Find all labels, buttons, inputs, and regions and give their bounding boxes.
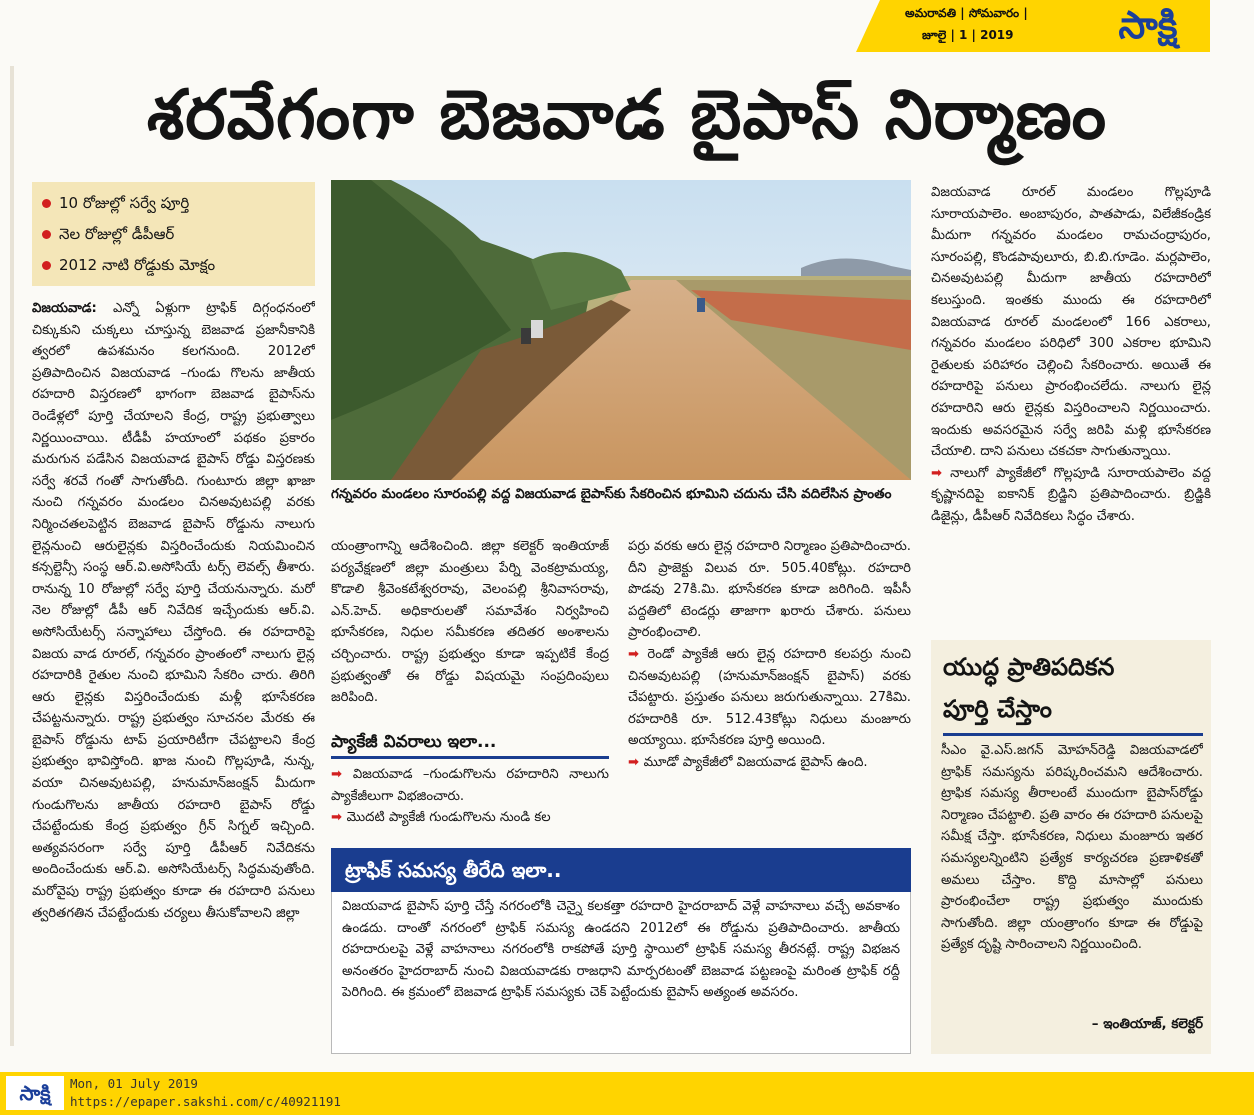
article-body-4b (931, 463, 1211, 528)
traffic-box (331, 892, 911, 1054)
highlight-text: నెల రోజుల్లో డీపీఆర్ (59, 225, 175, 243)
headline: శరవేగంగా బెజవాడ బైపాస్ నిర్మాణం (146, 76, 1108, 155)
footer-date: Mon, 01 July 2019 (70, 1076, 198, 1091)
article-body-3b (628, 644, 911, 752)
arrow-icon: ➡ (628, 754, 644, 770)
quote-heading-line-2: పూర్తి చేస్తాం (943, 695, 1052, 723)
sakshi-logo[interactable]: సాక్షి (1118, 2, 1178, 47)
photo-caption: గన్నవరం మండలం సూరంపల్లి వద్ద విజయవాడ బైపాస్‌కు సేకరించిన భూమిని చదును చేసి వదిలేసిన ప్రాంతం (331, 486, 892, 502)
quote-signature: – ఇంతియాజ్, కలెక్టర్ (1091, 1016, 1203, 1032)
arrow-icon: ➡ (628, 646, 648, 662)
quote-heading-line-1: యుద్ధ ప్రాతిపదికన (943, 653, 1115, 681)
article-body-3a: పర్రు వరకు ఆరు లైన్ల రహదారి నిర్మాణం ప్రతిపాదించారు. దీని ప్రాజెక్టు విలువ రూ. 505.40కోట్లు. రహదారి పొడవు 27కి.మి. భూసేకరణ కూడా జరిగింది. ఇపీసీ పద్దతిలో టెండర్లు తాజాగా ఖరారు చేశారు. పనులు ప్రారంభించాలి. (628, 539, 911, 641)
quote-text: సీఎం వై.ఎస్.జగన్ మోహన్‌రెడ్డి విజయవాడలో ట్రాఫిక్ సమస్యను పరిష్కరించమని ఆదేశించారు. ట్రాఫిక సమస్య తీరాలంటే ముందుగా బైపాస్‌రోడ్డు నిర్మాణం చేపట్టాలి. ప్రతి వారం ఈ రహదారి పనులపై సమీక్ష చేస్తా. భూసేకరణ, నిధులు మంజూరు ఇతర సమస్యలన్నింటిని ప్రత్యేక కార్యచరణ ప్రణాళికతో అమలు చేస్తాం. కొద్ది మాసాల్లో పనులు ప్రారంభించేలా రాష్ట్ర ప్రభుత్వం ముందుకు సాగుతోంది. జిల్లా యంత్రాంగం కూడా ఈ రోడ్డుపై ప్రత్యేక దృష్టి సారించాలని నిర్ణయించింది. (941, 743, 1203, 953)
road-photo-illustration (331, 180, 911, 480)
article-column-1 (32, 298, 315, 1058)
package-4-text: నాలుగో ప్యాకేజీలో గొల్లపూడి సూరాయపాలెం వద్ద కృష్ణానదిపై ఐకానిక్ బ్రిడ్జిని ప్రతిపాదించారు. బ్రిడ్జికి డిజైన్లు, డీపీఆర్ నివేదికలు సిద్ధం చేశారు. (931, 465, 1211, 524)
footer-url[interactable]: https://epaper.sakshi.com/c/40921191 (70, 1094, 341, 1109)
footer-bar (0, 1072, 1254, 1115)
package-heading: ప్యాకేజీ వివరాలు ఇలా... (331, 725, 609, 759)
article-column-2 (331, 536, 609, 716)
masthead (0, 0, 1254, 52)
article-body-1: ఎన్నో ఏళ్లుగా ట్రాఫిక్ దిగ్గంధనంలో చిక్కుకుని చుక్కలు చూస్తున్న బెజవాడ ప్రజానీకానికి త్వరలో ఉపశమనం కలగనుంది. 2012లో ప్రతిపాదించిన విజయవాడ –గుండు గొలను జాతీయ రహదారి విస్తరణలో భాగంగా బెజవాడ బైపాస్‌ను రెండేళ్లలో పూర్తి చేయాలని కేంద్ర, రాష్ట్ర ప్రభుత్వాలు నిర్ణయించాయి. టీడీపీ హయాంలో పథకం ప్రకారం మరుగున పడేసిన విజయవాడ బైపాస్ రోడ్డు విస్తరణకు సర్వే శరవే గంతో సాగుతోంది. గుంటూరు జిల్లా ఖాజా నుంచి గన్నవరం మండలం చినఅవుటపల్లి వరకు నిర్మించతలపెట్టిన బెజవాడ బైపాస్ రోడ్డును నాలుగు లైన్లనుంచి ఆరులైన్లకు విస్తరించేందుకు నియమించిన కన్సల్టెన్సీ సంస్థ ఆర్.వి.అసోసియే టర్స్ లెవల్స్ తీశారు. రానున్న 10 రోజుల్లో సర్వే పూర్తి చేయనున్నారు. మరో నెల రోజుల్లో డీపీ ఆర్ నివేదిక ఇచ్చేందుకు ఆర్.వి. అసోసియేటర్స్ సన్నాహాలు చేస్తోంది. ఈ రహదారిపై విజయ వాడ రూరల్, గన్నవరం ప్రాంతంలో నాలుగు లైన్ల రహదారికి రైతుల నుంచి భూమిని సేకరిం చారు. తిరిగి ఆరు లైన్లకు విస్తరించేందుకు మళ్లీ భూసేకరణ చేపట్టనున్నారు. రాష్ట్ర ప్రభుత్వం సూచనల మేరకు ఈ బైపాస్ రోడ్డును టాప్ ప్రయారిటీగా చేపట్టాలని కేంద్ర ప్రభుత్వం భావిస్తోంది. ఖాజ నుంచి గొల్లపూడి, నున్న, వయా చినఅవుటపల్లి, హనుమాన్‌జంక్షన్ మీదుగా గుండుగొలను జాతీయ రహదారి బైపాస్ రోడ్డు చేపట్టేందుకు కేంద్ర ప్రభుత్వం గ్రీన్ సిగ్నల్ ఇచ్చింది. అత్యవసరంగా సర్వే పూర్తి డీపీఆర్ నివేదికను అందించేందుకు ఆర్.వి. అసోసియేటర్స్ సిద్ధమవుతోంది. మరోవైపు రాష్ట్ర ప్రభుత్వం కూడా ఈ రహదారి పనులు త్వరితగతిన చేపట్టేందుకు చర్యలు తీసుకోవాలని జిల్లా (32, 301, 315, 921)
package-item (331, 764, 609, 807)
package-2-text: రెండో ప్యాకేజీ ఆరు లైన్ల రహదారి కలపర్రు నుంచి చినఅవుటపల్లి (హనుమాన్‌జంక్షన్ బైపాస్) వరకు చేపట్టారు. ప్రస్తుతం పనులు జరుగుతున్నాయి. 27కిమి. రహదారికి రూ. 512.43కోట్లు నిధులు మంజూరు అయ్యాయి. భూసేకరణ పూర్తి అయింది. (628, 646, 911, 749)
package-3-text: మూడో ప్యాకేజీలో విజయవాడ బైపాస్ ఉంది. (643, 754, 868, 770)
bullet-icon (42, 230, 51, 239)
highlight-item (42, 219, 305, 250)
dateline-lead: విజయవాడ: (32, 301, 97, 316)
highlights-box (32, 182, 315, 286)
news-photo (331, 180, 911, 480)
traffic-heading: ట్రాఫిక్ సమస్య తీరేది ఇలా.. (331, 848, 911, 892)
bullet-icon (42, 199, 51, 208)
bullet-icon (42, 261, 51, 270)
dateline-date: జూలై | 1 | 2019 (922, 28, 1014, 42)
arrow-icon: ➡ (931, 465, 951, 481)
article-column-4 (931, 182, 1211, 622)
traffic-text: విజయవాడ బైపాస్ పూర్తి చేస్తే నగరంలోకి చెన్నై కలకత్తా రహదారి హైదరాబాద్ వెళ్లే వాహనాలు వచ్చే అవకాశం ఉండదు. దాంతో నగరంలో ట్రాఫిక్ సమస్య ఉండదని 2012లో ఈ రోడ్డును ప్రతిపాదించారు. జాతీయ రహదారులపై వెళ్లే వాహనాలు నగరంలోకి రాకపోతే పూర్తి స్థాయిలో ట్రాఫిక్ సమస్య తీరనట్లే. రాష్ట్ర విభజన అనంతరం హైదరాబాద్ నుంచి విజయవాడకు రాజధాని మార్పరటంతో బెజవాడ పట్టణంపై మరింత ట్రాఫిక్ రద్దీ పెరిగింది. ఈ క్రమంలో బెజవాడ ట్రాఫిక్ సమస్యకు చెక్ పెట్టేందుకు బైపాస్ అత్యంత అవసరం. (342, 899, 900, 1001)
package-item (331, 807, 609, 829)
article-body-2: యంత్రాంగాన్ని ఆదేశించింది. జిల్లా కలెక్టర్ ఇంతియాజ్ పర్యవేక్షణలో జిల్లా మంత్రులు పేర్ని వెంకట్రామయ్య, కొడాలి శ్రీవెంకటేశ్వరరావు, వెలంపల్లి శ్రీనివాసరావు, ఎన్.హెచ్. అధికారులతో సమావేశం నిర్వహించి భూసేకరణ, నిధుల సమీకరణ తదితర అంశాలను చర్చించారు. రాష్ట్ర ప్రభుత్వం కూడా ఇప్పటికే కేంద్ర ప్రభుత్వంతో ఈ రోడ్డు విషయమై సంప్రదింపులు జరిపింది. (331, 539, 609, 706)
quote-body (941, 740, 1203, 1010)
arrow-icon: ➡ (331, 767, 353, 782)
dateline-place-day: అమరావతి | సోమవారం | (905, 6, 1028, 20)
footer-logo[interactable]: సాక్షి (6, 1076, 64, 1110)
highlight-text: 2012 నాటి రోడ్డుకు మోక్షం (59, 256, 216, 274)
highlight-item (42, 250, 305, 281)
arrow-icon: ➡ (331, 810, 347, 826)
article-column-3 (628, 536, 911, 836)
highlight-item (42, 188, 305, 219)
highlight-text: 10 రోజుల్లో సర్వే పూర్తి (59, 194, 190, 212)
left-divider (10, 66, 14, 1046)
package-list (331, 764, 609, 842)
quote-heading (943, 646, 1203, 736)
package-item-text: విజయవాడ –గుండుగొలను రహదారిని నాలుగు ప్యాకేజీలుగా విభజించారు. (331, 767, 609, 804)
article-body-3c (628, 752, 911, 774)
article-body-4a: విజయవాడ రూరల్ మండలం గొల్లపూడి సూరాయపాలెం. అంబాపురం, పాతపాడు, విలేజీకండ్రిక మీదుగా గన్నవరం మండలం రామచంద్రాపురం, సూరంపల్లి, కొండపావులూరు, బి.బి.గూడెం. మర్లపాలెం, చినఅవుటపల్లి మీదుగా జాతీయ రహదారిలో కలుస్తుంది. ఇంతకు ముందు ఈ రహదారిలో విజయవాడ రూరల్ మండలంలో 166 ఎకరాలు, గన్నవరం మండలం పరిధిలో 300 ఎకరాల భూమిని రైతులకు పరిహారం చెల్లించి సేకరించారు. అయితే ఈ రహదారిపై పనులు ప్రారంభించలేదు. నాలుగు లైన్ల రహదారిని ఆరు లైన్లకు విస్తరించాలని నిర్ణయించారు. ఇందుకు అవసరమైన సర్వే జరిపి మళ్లి భూసేకరణ చేయాలి. దాని పనులు చకచకా సాగుతున్నాయి. (931, 185, 1211, 460)
package-item-text: మొదటి ప్యాకేజీ గుండుగొలను నుండి కల (346, 810, 551, 826)
